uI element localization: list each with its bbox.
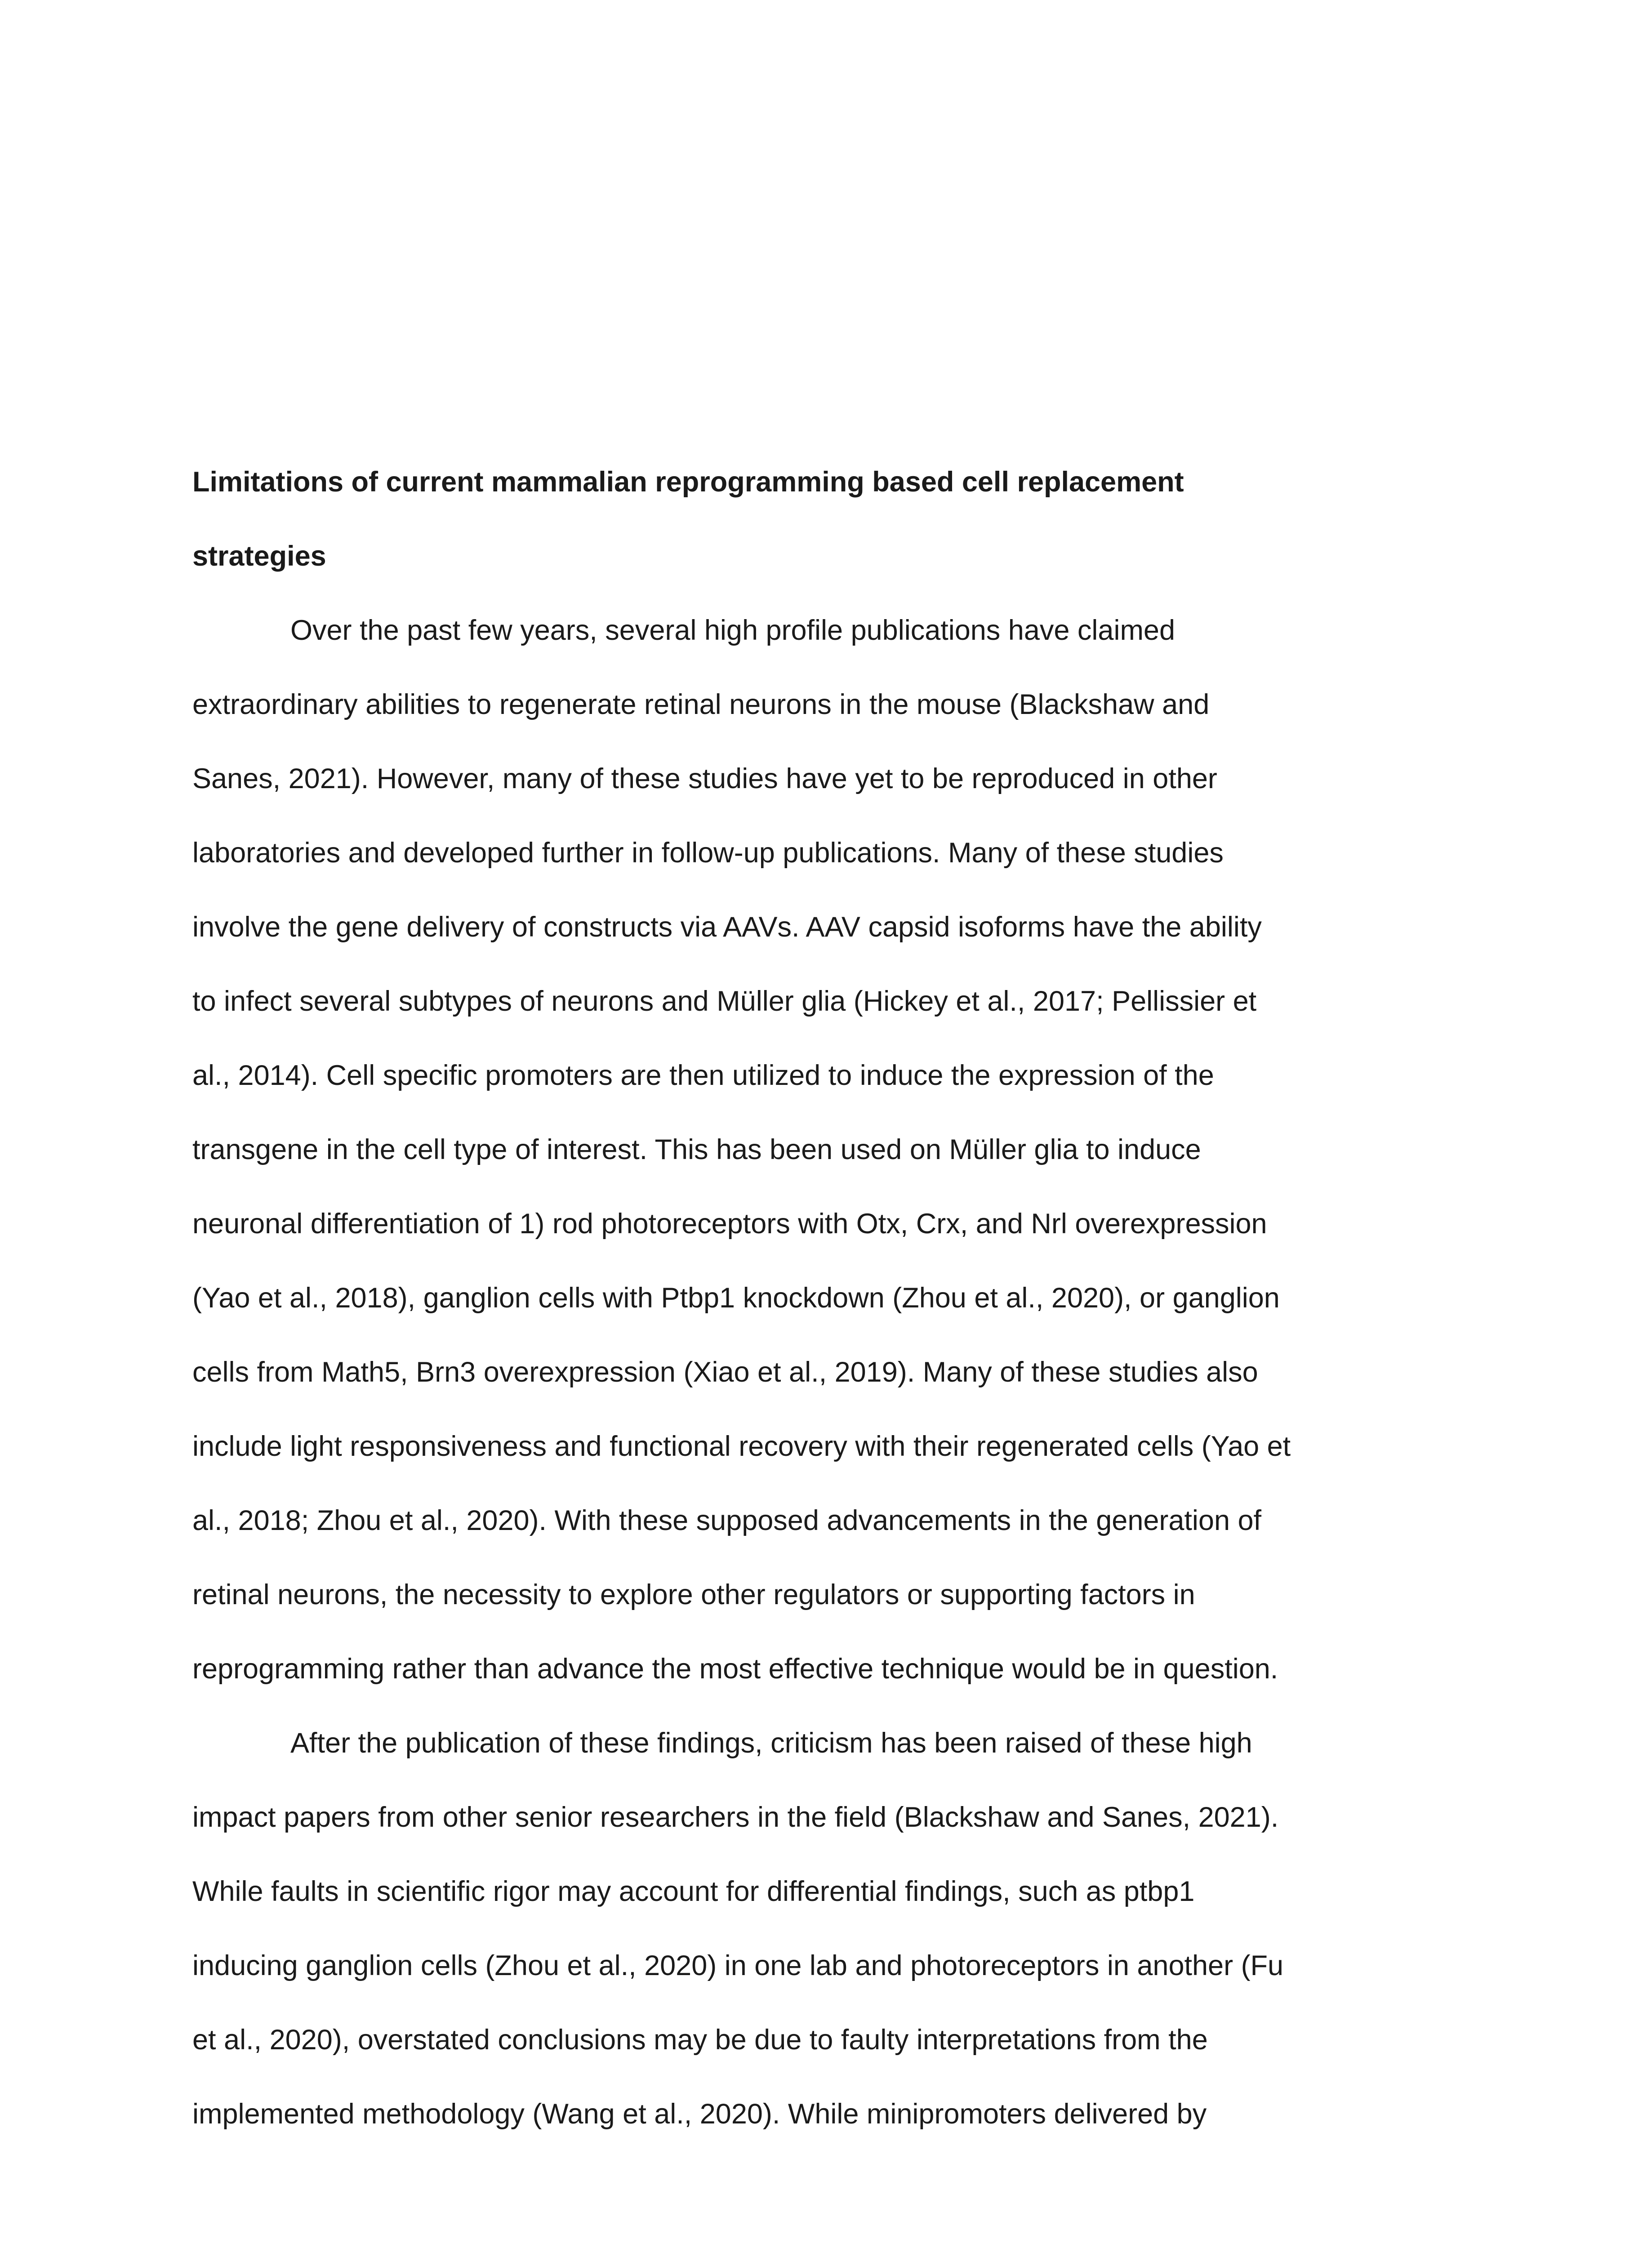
paragraph-line: al., 2018; Zhou et al., 2020). With these supposed advancements in the generation of — [192, 1505, 1262, 1536]
paragraph-line: Sanes, 2021). However, many of these studies have yet to be reproduced in other — [192, 763, 1217, 794]
section-heading — [192, 445, 1451, 593]
paragraph-line: laboratories and developed further in follow-up publications. Many of these studies — [192, 837, 1224, 869]
paragraph-line: After the publication of these findings, criticism has been raised of these high — [290, 1727, 1252, 1759]
paragraph-line: include light responsiveness and functional recovery with their regenerated cells (Yao et — [192, 1431, 1291, 1462]
paragraph-line: involve the gene delivery of constructs via AAVs. AAV capsid isoforms have the ability — [192, 911, 1262, 943]
paragraph-line: et al., 2020), overstated conclusions may be due to faulty interpretations from the — [192, 2024, 1208, 2056]
paragraph-line: al., 2014). Cell specific promoters are then utilized to induce the expression of the — [192, 1060, 1214, 1091]
paragraph-line: reprogramming rather than advance the most effective technique would be in question. — [192, 1653, 1278, 1685]
paragraph-line: cells from Math5, Brn3 overexpression (Xiao et al., 2019). Many of these studies also — [192, 1356, 1258, 1388]
paragraph-line: While faults in scientific rigor may account for differential findings, such as ptbp1 — [192, 1876, 1195, 1907]
paragraph-line: inducing ganglion cells (Zhou et al., 2020) in one lab and photoreceptors in another (Fu — [192, 1950, 1284, 1981]
page-content — [192, 445, 1451, 2151]
body-paragraph — [192, 593, 1451, 1706]
body-paragraph — [192, 1706, 1451, 2151]
paragraph-line: transgene in the cell type of interest. This has been used on Müller glia to induce — [192, 1134, 1201, 1165]
paragraph-line: implemented methodology (Wang et al., 2020). While minipromoters delivered by — [192, 2098, 1207, 2130]
paragraph-line: (Yao et al., 2018), ganglion cells with Ptbp1 knockdown (Zhou et al., 2020), or ganglion — [192, 1282, 1280, 1314]
paragraph-line: Over the past few years, several high profile publications have claimed — [290, 615, 1176, 646]
paragraph-line: to infect several subtypes of neurons and Müller glia (Hickey et al., 2017; Pellissier et — [192, 986, 1257, 1017]
heading-line: strategies — [192, 540, 326, 572]
paragraph-line: extraordinary abilities to regenerate retinal neurons in the mouse (Blackshaw and — [192, 689, 1210, 720]
paragraph-line: impact papers from other senior researchers in the field (Blackshaw and Sanes, 2021). — [192, 1802, 1279, 1833]
heading-line: Limitations of current mammalian reprogramming based cell replacement — [192, 466, 1184, 498]
paragraph-line: retinal neurons, the necessity to explore other regulators or supporting factors in — [192, 1579, 1195, 1610]
paragraph-line: neuronal differentiation of 1) rod photoreceptors with Otx, Crx, and Nrl overexpression — [192, 1208, 1267, 1240]
